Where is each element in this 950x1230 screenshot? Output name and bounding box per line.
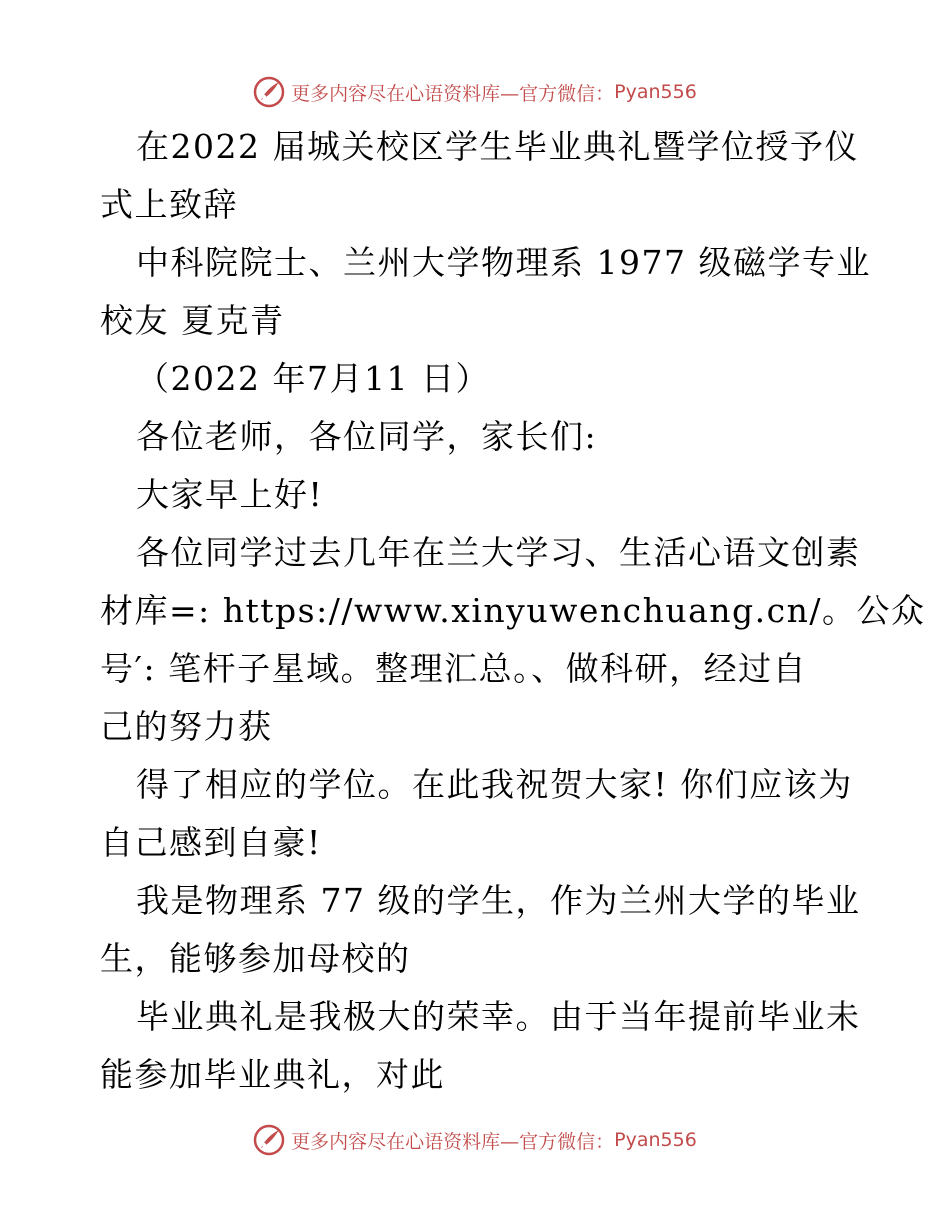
document-body xyxy=(100,118,926,1104)
greeting-line: 大家早上好! xyxy=(136,475,324,514)
footer-banner xyxy=(0,1120,950,1160)
paragraph-line: 自己感到自豪! xyxy=(100,823,322,862)
header-wechat-id: Pyan556 xyxy=(614,81,697,103)
paragraph-line: 我是物理系 77 级的学生，作为兰州大学的毕业 xyxy=(136,881,861,920)
header-banner xyxy=(0,72,950,112)
paragraph-line: 得了相应的学位。在此我祝贺大家! 你们应该为 xyxy=(136,765,853,804)
footer-banner-text: 更多内容尽在心语资料库—官方微信： xyxy=(291,1130,615,1153)
title-line-2: 式上致辞 xyxy=(100,185,238,224)
paragraph-line: 毕业典礼是我极大的荣幸。由于当年提前毕业未 xyxy=(136,997,861,1036)
author-line-1: 中科院院士、兰州大学物理系 1977 级磁学专业 xyxy=(136,243,871,282)
paragraph-line: 己的努力获 xyxy=(100,707,273,746)
title-line-1: 在2022 届城关校区学生毕业典礼暨学位授予仪 xyxy=(136,127,859,166)
author-line-2: 校友 夏克青 xyxy=(100,301,285,340)
feather-pen-logo-icon xyxy=(253,76,285,108)
header-banner-text: 更多内容尽在心语资料库—官方微信： xyxy=(291,82,615,105)
feather-pen-logo-icon xyxy=(253,1124,285,1156)
paragraph-line: 生，能够参加母校的 xyxy=(100,939,411,978)
salutation-line: 各位老师，各位同学，家长们: xyxy=(136,417,598,456)
date-line: （2022 年7月11 日） xyxy=(136,359,490,398)
paragraph-line: 各位同学过去几年在兰大学习、生活心语文创素 xyxy=(136,533,861,572)
paragraph-line: 材库=: https://www.xinyuwenchuang.cn/。公众 xyxy=(100,591,926,630)
paragraph-line: 号′: 笔杆子星域。整理汇总。、做科研，经过自 xyxy=(100,649,808,688)
paragraph-line: 能参加毕业典礼，对此 xyxy=(100,1055,445,1094)
footer-wechat-id: Pyan556 xyxy=(614,1129,697,1151)
